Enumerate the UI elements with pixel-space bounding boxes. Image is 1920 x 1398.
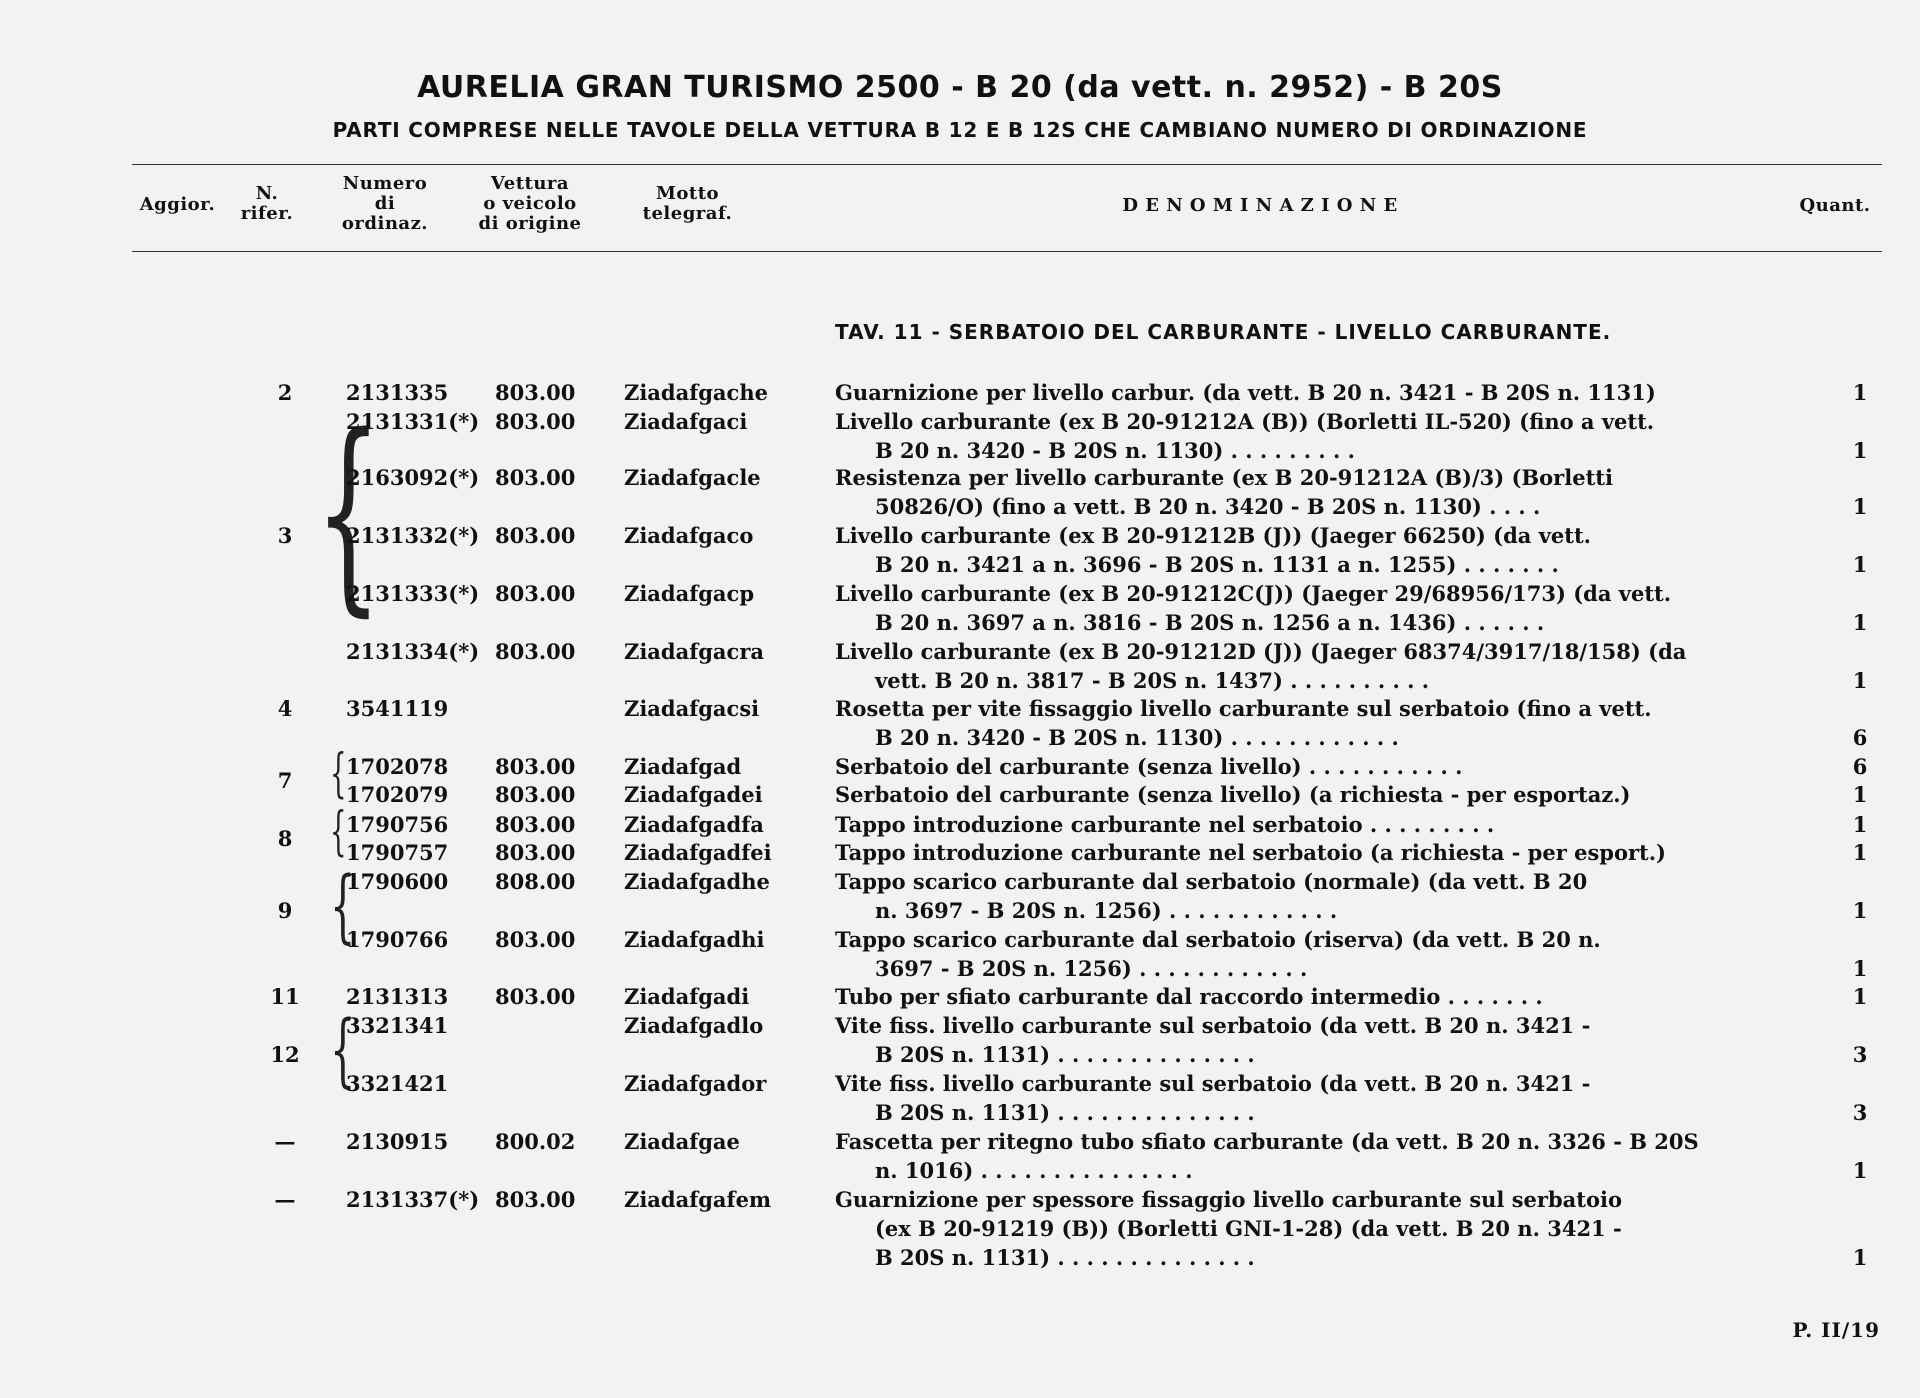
table-row <box>0 768 1920 810</box>
cell-quant: 1 <box>1852 840 1868 865</box>
cell-motto: Ziadafgadfei <box>624 840 772 865</box>
cell-vettura: 803.00 <box>495 782 576 807</box>
cell-denominazione: Serbatoio del carburante (senza livello) . . . . . . . . . . . <box>835 754 1463 779</box>
cell-denominazione: Tappo scarico carburante dal serbatoio (normale) (da vett. B 20 n. 3697 - B 20S n. 1256) . . . . . . . . . . . . <box>835 869 1588 923</box>
table-row <box>0 867 1920 923</box>
cell-vettura: 803.00 <box>495 639 576 664</box>
cell-motto: Ziadafgadhi <box>624 927 765 952</box>
cell-denominazione: Resistenza per livello carburante (ex B 20-91212A (B)/3) (Borletti 50826/O) (fino a vett. B 20 n. 3420 - B 20S n. 1130) . . . . <box>835 465 1613 519</box>
table-row <box>0 982 1920 1012</box>
cell-rif: — <box>274 1129 296 1154</box>
cell-denominazione: Serbatoio del carburante (senza livello) (a richiesta - per esportaz.) <box>835 782 1631 807</box>
col-motto: Motto telegraf. <box>642 183 733 224</box>
cell-denominazione: Guarnizione per livello carbur. (da vett. B 20 n. 3421 - B 20S n. 1131) <box>835 380 1656 405</box>
cell-denominazione: Tappo introduzione carburante nel serbatoio (a richiesta - per esport.) <box>835 840 1666 865</box>
table-row <box>0 1127 1920 1183</box>
table-row <box>0 826 1920 868</box>
cell-ordinaz: 1790756 <box>346 812 449 837</box>
cell-quant: 1 <box>1852 1245 1868 1270</box>
cell-denominazione: Livello carburante (ex B 20-91212C(J)) (Jaeger 29/68956/173) (da vett. B 20 n. 3697 a n. 3816 - B 20S n. 1256 a n. 1436) . . . . . . <box>835 581 1672 635</box>
cell-motto: Ziadafgacra <box>624 639 764 664</box>
cell-ordinaz: 1790600 <box>346 869 449 894</box>
cell-quant: 1 <box>1852 782 1868 807</box>
cell-ordinaz: 2131331(*) <box>346 409 480 434</box>
header-top-rule <box>132 164 1882 165</box>
table-row <box>0 1042 1920 1125</box>
cell-rif: 2 <box>277 380 293 405</box>
cell-motto: Ziadafgache <box>624 380 768 405</box>
cell-ordinaz: 2131337(*) <box>346 1187 480 1212</box>
cell-vettura: 803.00 <box>495 523 576 548</box>
cell-quant: 1 <box>1852 898 1868 923</box>
cell-vettura: 803.00 <box>495 380 576 405</box>
cell-rif: 7 <box>277 768 293 793</box>
group-brace: { <box>315 390 382 635</box>
cell-vettura: 803.00 <box>495 927 576 952</box>
col-denominazione: D E N O M I N A Z I O N E <box>1122 195 1398 216</box>
cell-ordinaz: 1702079 <box>346 782 449 807</box>
cell-denominazione: Rosetta per vite fissaggio livello carburante sul serbatoio (fino a vett. B 20 n. 3420 - B 20S n. 1130) . . . . . . . . . . . . <box>835 696 1652 750</box>
section-title: TAV. 11 - SERBATOIO DEL CARBURANTE - LIVELLO CARBURANTE. <box>835 320 1612 344</box>
cell-vettura: 803.00 <box>495 465 576 490</box>
cell-motto: Ziadafgadhe <box>624 869 770 894</box>
cell-denominazione: Fascetta per ritegno tubo sfiato carburante (da vett. B 20 n. 3326 - B 20S n. 1016) . . . . . . . . . . . . . . . <box>835 1129 1699 1183</box>
cell-quant: 1 <box>1852 610 1868 635</box>
cell-motto: Ziadafgacp <box>624 581 754 606</box>
cell-quant: 1 <box>1852 552 1868 577</box>
table-row <box>0 694 1920 750</box>
table-row <box>0 1185 1920 1270</box>
cell-quant: 6 <box>1852 754 1868 779</box>
cell-ordinaz: 2131313 <box>346 984 449 1009</box>
cell-motto: Ziadafgacle <box>624 465 761 490</box>
cell-quant: 1 <box>1852 438 1868 463</box>
cell-rif: 12 <box>270 1042 300 1067</box>
cell-quant: 3 <box>1852 1042 1868 1067</box>
cell-motto: Ziadafgacsi <box>624 696 760 721</box>
cell-rif: 9 <box>277 898 293 923</box>
cell-vettura: 803.00 <box>495 581 576 606</box>
cell-quant: 1 <box>1852 984 1868 1009</box>
cell-motto: Ziadafgad <box>624 754 742 779</box>
cell-vettura: 803.00 <box>495 754 576 779</box>
cell-ordinaz: 3541119 <box>346 696 449 721</box>
cell-motto: Ziadafgae <box>624 1129 740 1154</box>
cell-denominazione: Livello carburante (ex B 20-91212A (B)) (Borletti IL-520) (fino a vett. B 20 n. 3420 - B 20S n. 1130) . . . . . . . . . <box>835 409 1655 463</box>
cell-motto: Ziadafgaci <box>624 409 748 434</box>
cell-denominazione: Vite fiss. livello carburante sul serbatoio (da vett. B 20 n. 3421 - B 20S n. 1131) . . . . . . . . . . . . . . <box>835 1013 1591 1067</box>
cell-quant: 1 <box>1852 956 1868 981</box>
cell-motto: Ziadafgador <box>624 1071 767 1096</box>
table-row <box>0 378 1920 408</box>
cell-ordinaz: 2163092(*) <box>346 465 480 490</box>
cell-quant: 3 <box>1852 1100 1868 1125</box>
group-brace: { <box>330 1003 356 1096</box>
table-row <box>0 579 1920 635</box>
cell-quant: 1 <box>1852 812 1868 837</box>
cell-ordinaz: 2131333(*) <box>346 581 480 606</box>
cell-vettura: 800.02 <box>495 1129 576 1154</box>
cell-ordinaz: 1790766 <box>346 927 449 952</box>
table-row <box>0 521 1920 577</box>
cell-ordinaz: 1702078 <box>346 754 449 779</box>
cell-denominazione: Tubo per sfiato carburante dal raccordo intermedio . . . . . . . <box>835 984 1543 1009</box>
group-brace: { <box>330 744 347 804</box>
cell-quant: 1 <box>1852 668 1868 693</box>
cell-vettura: 803.00 <box>495 812 576 837</box>
cell-vettura: 803.00 <box>495 984 576 1009</box>
cell-motto: Ziadafgadfa <box>624 812 764 837</box>
page-title: AURELIA GRAN TURISMO 2500 - B 20 (da vett. n. 2952) - B 20S <box>417 70 1503 105</box>
table-row <box>0 463 1920 519</box>
cell-ordinaz: 2131335 <box>346 380 449 405</box>
cell-quant: 1 <box>1852 380 1868 405</box>
group-brace: { <box>330 859 356 952</box>
cell-denominazione: Livello carburante (ex B 20-91212B (J)) (Jaeger 66250) (da vett. B 20 n. 3421 a n. 3696 - B 20S n. 1131 a n. 1255) . . . . . . . <box>835 523 1591 577</box>
group-brace: { <box>330 802 347 862</box>
cell-rif: 8 <box>277 826 293 851</box>
cell-motto: Ziadafgaco <box>624 523 754 548</box>
cell-motto: Ziadafgadlo <box>624 1013 764 1038</box>
cell-denominazione: Livello carburante (ex B 20-91212D (J)) (Jaeger 68374/3917/18/158) (da vett. B 20 n. 3817 - B 20S n. 1437) . . . . . . . . . . <box>835 639 1687 693</box>
col-aggior: Aggior. <box>139 194 216 215</box>
cell-vettura: 803.00 <box>495 840 576 865</box>
col-quant: Quant. <box>1799 195 1871 216</box>
cell-rif: 4 <box>277 696 293 721</box>
cell-vettura: 808.00 <box>495 869 576 894</box>
cell-motto: Ziadafgadei <box>624 782 763 807</box>
cell-denominazione: Tappo scarico carburante dal serbatoio (riserva) (da vett. B 20 n. 3697 - B 20S n. 1256) . . . . . . . . . . . . <box>835 927 1601 981</box>
cell-rif: — <box>274 1187 296 1212</box>
cell-rif: 11 <box>270 984 300 1009</box>
cell-denominazione: Guarnizione per spessore fissaggio livello carburante sul serbatoio (ex B 20-91219 (B)) (Borletti GNI-1-28) (da vett. B 20 n. 3421 - B 20S n. 1131) . . . . . . . . . . . . . . <box>835 1187 1622 1270</box>
cell-quant: 1 <box>1852 494 1868 519</box>
cell-ordinaz: 2131332(*) <box>346 523 480 548</box>
cell-ordinaz: 1790757 <box>346 840 449 865</box>
cell-motto: Ziadafgafem <box>624 1187 772 1212</box>
col-ordinaz: Numero di ordinaz. <box>341 173 429 234</box>
page-number: P. II/19 <box>1792 1318 1880 1342</box>
cell-denominazione: Vite fiss. livello carburante sul serbatoio (da vett. B 20 n. 3421 - B 20S n. 1131) . . . . . . . . . . . . . . <box>835 1071 1591 1125</box>
cell-ordinaz: 3321341 <box>346 1013 449 1038</box>
cell-vettura: 803.00 <box>495 409 576 434</box>
cell-rif: 3 <box>277 523 293 548</box>
cell-quant: 1 <box>1852 1158 1868 1183</box>
col-rifer: N. rifer. <box>240 183 294 224</box>
col-vettura: Vettura o veicolo di origine <box>478 173 582 234</box>
cell-ordinaz: 2130915 <box>346 1129 449 1154</box>
cell-ordinaz: 3321421 <box>346 1071 449 1096</box>
cell-denominazione: Tappo introduzione carburante nel serbatoio . . . . . . . . . <box>835 812 1495 837</box>
table-row <box>0 898 1920 981</box>
header-bottom-rule <box>132 251 1882 252</box>
cell-ordinaz: 2131334(*) <box>346 639 480 664</box>
cell-motto: Ziadafgadi <box>624 984 750 1009</box>
table-row <box>0 637 1920 693</box>
table-row <box>0 407 1920 463</box>
page-subtitle: PARTI COMPRESE NELLE TAVOLE DELLA VETTURA B 12 E B 12S CHE CAMBIANO NUMERO DI ORDINAZIONE <box>332 118 1588 142</box>
cell-vettura: 803.00 <box>495 1187 576 1212</box>
cell-quant: 6 <box>1852 725 1868 750</box>
